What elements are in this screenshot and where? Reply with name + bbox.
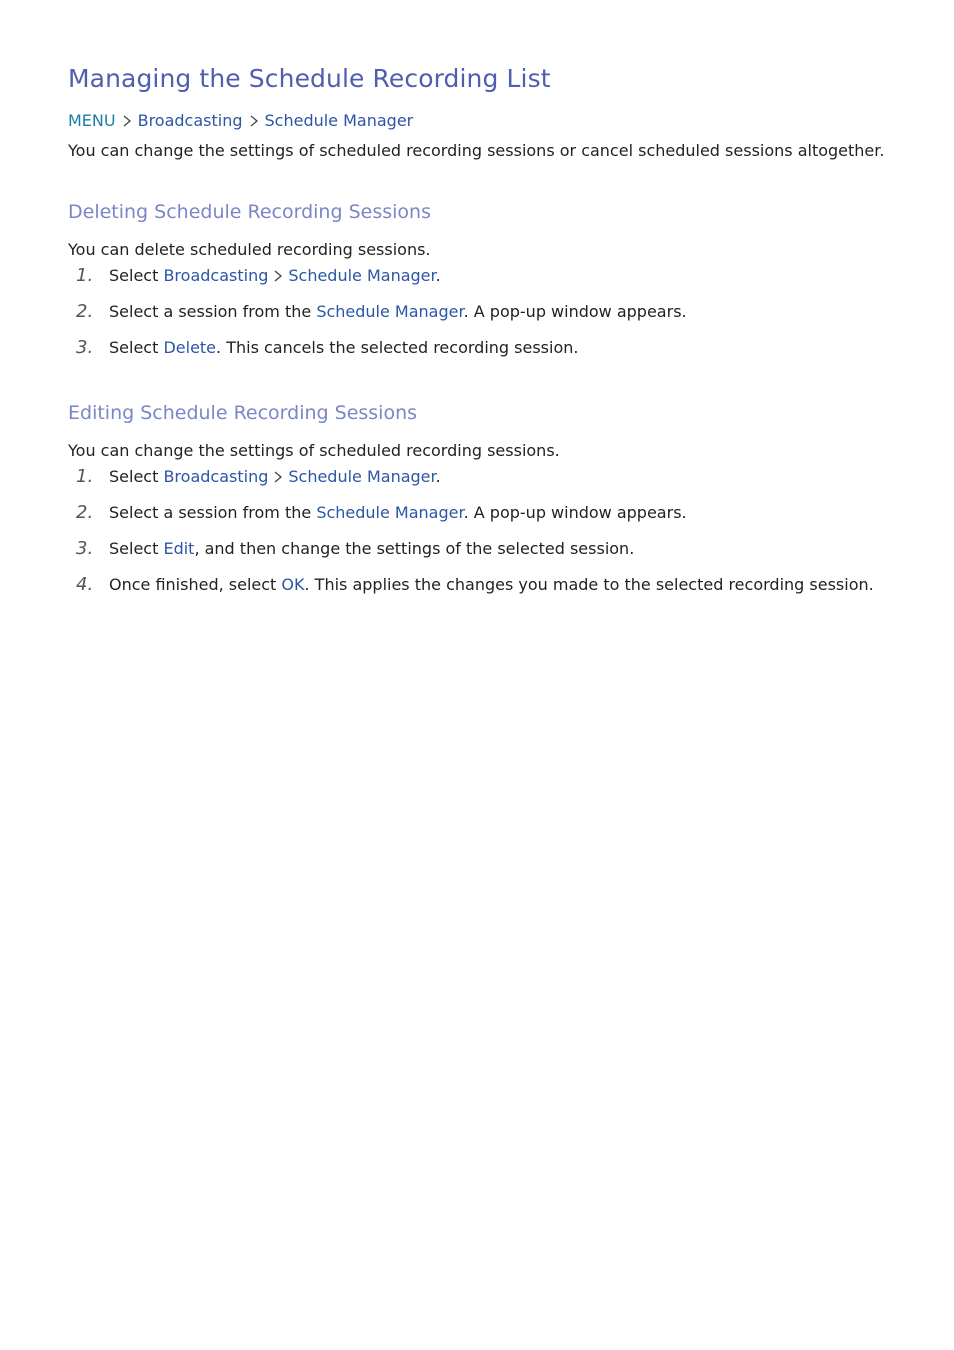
menu-term-schedule-manager: Schedule Manager [316, 503, 464, 522]
step-text: . A pop-up window appears. [463, 302, 687, 321]
list-item [68, 502, 928, 524]
breadcrumb-schedule-manager: Schedule Manager [264, 111, 414, 130]
step-text: Select [109, 338, 164, 357]
list-item [68, 265, 928, 287]
menu-term-broadcasting: Broadcasting [163, 467, 269, 486]
step-number: 2. [76, 301, 94, 322]
chevron-right-icon [273, 471, 283, 483]
menu-term-schedule-manager: Schedule Manager [288, 467, 436, 486]
steps-list-editing [68, 466, 928, 596]
step-text: . [435, 266, 441, 285]
list-item [68, 301, 928, 323]
step-text: . A pop-up window appears. [463, 503, 687, 522]
section-heading-deleting: Deleting Schedule Recording Sessions [68, 201, 431, 223]
step-number: 4. [76, 574, 94, 595]
step-number: 2. [76, 502, 94, 523]
chevron-right-icon [249, 115, 259, 127]
menu-term-schedule-manager: Schedule Manager [316, 302, 464, 321]
section-deleting [68, 199, 928, 359]
list-item [68, 574, 928, 596]
menu-term-delete: Delete [163, 338, 217, 357]
list-item [68, 466, 928, 488]
step-text: . [435, 467, 441, 486]
breadcrumb-menu: MENU [68, 111, 116, 130]
section-editing [68, 400, 928, 596]
manual-page [68, 62, 928, 596]
step-text: Select [109, 539, 164, 558]
section-heading-editing: Editing Schedule Recording Sessions [68, 402, 418, 424]
step-text: Select [109, 266, 164, 285]
menu-term-edit: Edit [163, 539, 195, 558]
list-item [68, 538, 928, 560]
breadcrumb [68, 110, 928, 132]
menu-term-ok: OK [281, 575, 305, 594]
chevron-right-icon [122, 115, 132, 127]
step-text: , and then change the settings of the selected session. [194, 539, 635, 558]
page-title: Managing the Schedule Recording List [68, 64, 551, 93]
step-number: 3. [76, 337, 94, 358]
steps-list-deleting [68, 265, 928, 359]
step-text: . This applies the changes you made to the selected recording session. [304, 575, 874, 594]
breadcrumb-broadcasting: Broadcasting [137, 111, 243, 130]
step-text: Select [109, 467, 164, 486]
menu-term-schedule-manager: Schedule Manager [288, 266, 436, 285]
step-number: 3. [76, 538, 94, 559]
intro-text: You can change the settings of scheduled recording sessions or cancel scheduled sessions altogether. [68, 141, 885, 160]
step-number: 1. [76, 466, 94, 487]
list-item [68, 337, 928, 359]
section-intro-deleting: You can delete scheduled recording sessions. [68, 240, 431, 259]
step-text: . This cancels the selected recording session. [216, 338, 579, 357]
step-text: Select a session from the [109, 503, 317, 522]
section-intro-editing: You can change the settings of scheduled recording sessions. [68, 441, 560, 460]
step-text: Once finished, select [109, 575, 282, 594]
step-text: Select a session from the [109, 302, 317, 321]
menu-term-broadcasting: Broadcasting [163, 266, 269, 285]
chevron-right-icon [273, 270, 283, 282]
step-number: 1. [76, 265, 94, 286]
